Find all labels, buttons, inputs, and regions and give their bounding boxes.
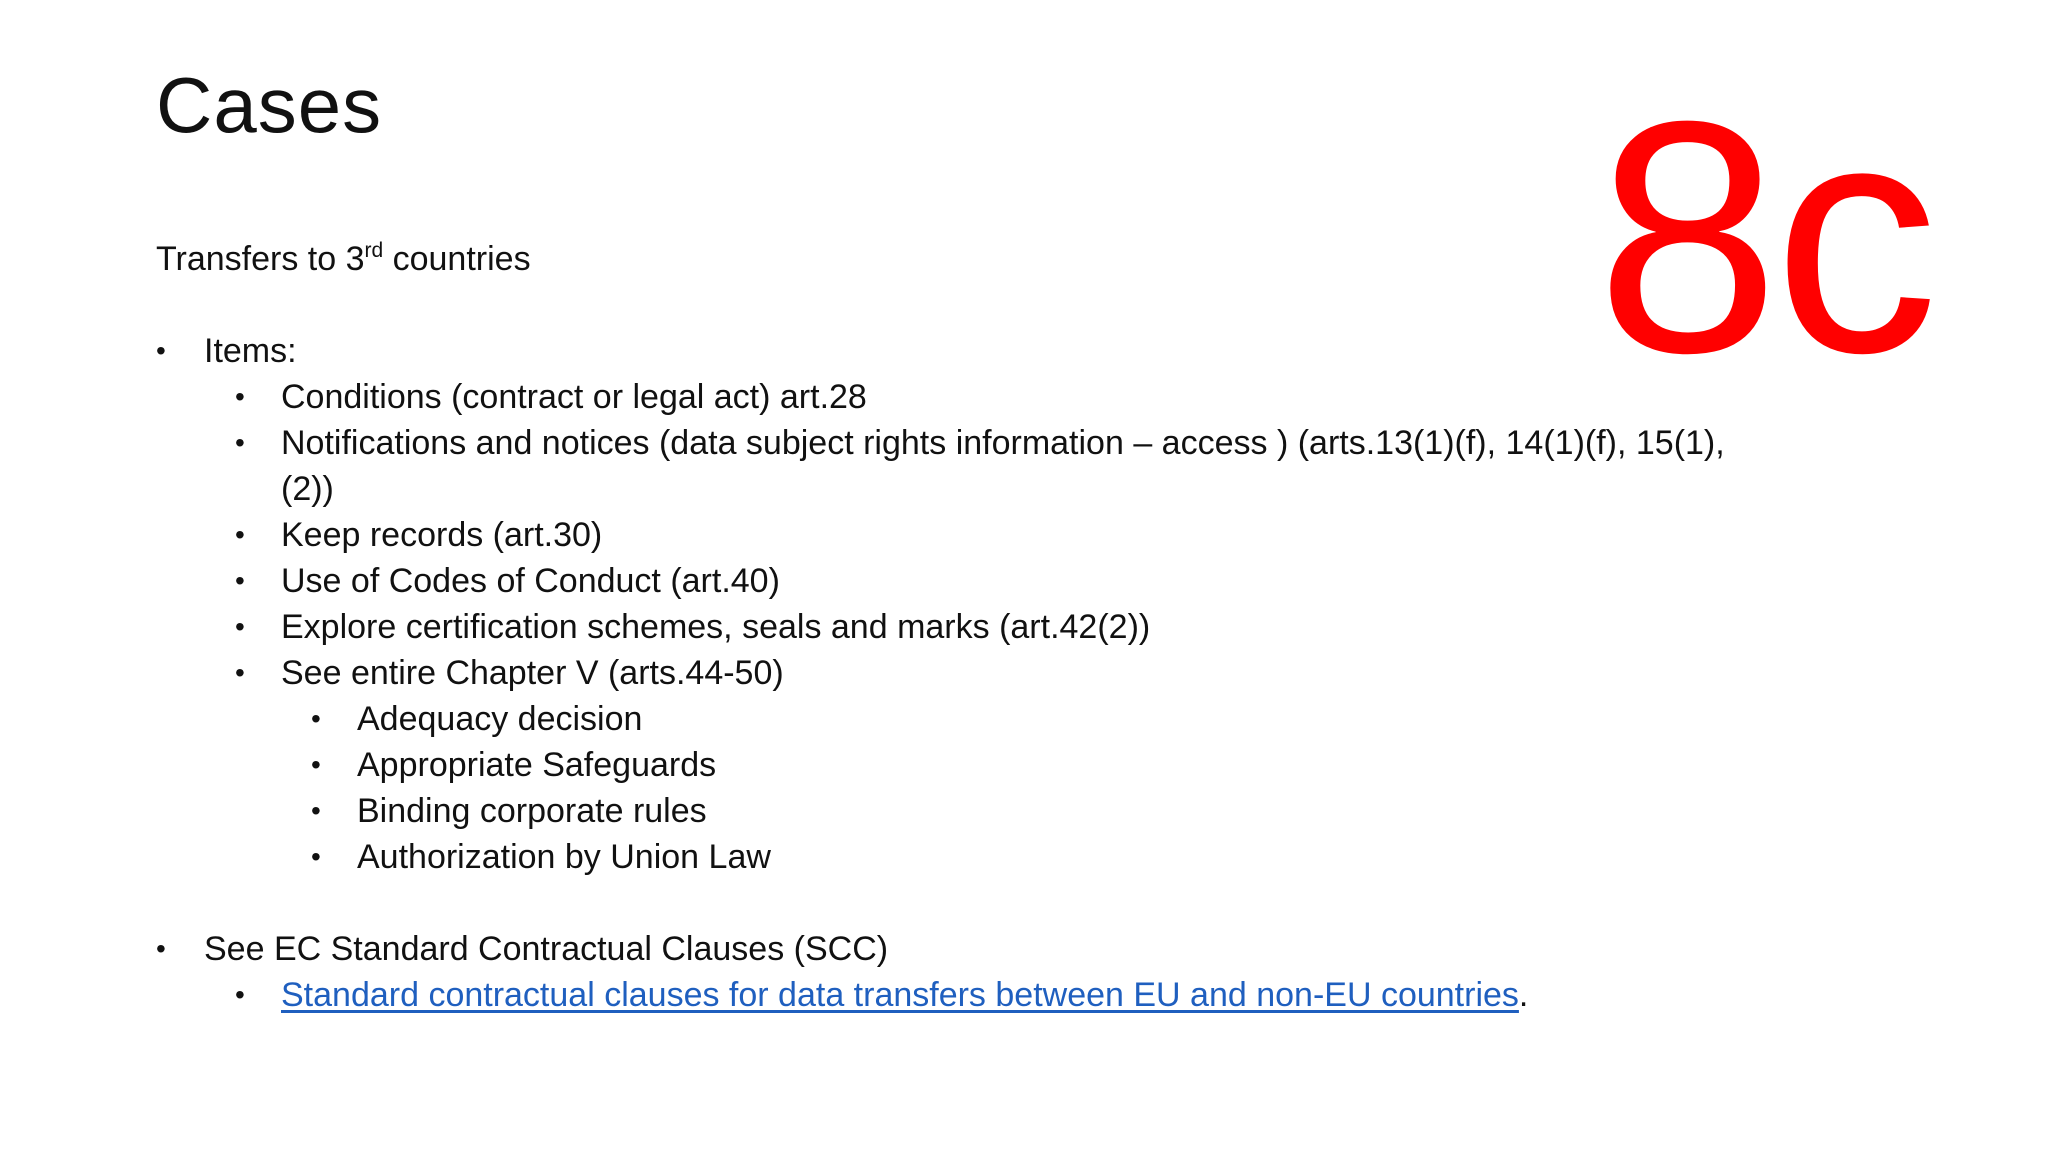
list-item-items [156, 328, 1756, 880]
bullet-icon: • [235, 381, 245, 412]
list-item [233, 558, 1756, 604]
list-item-label: See entire Chapter V (arts.44-50) [281, 654, 784, 692]
chapter-v-list [309, 696, 1756, 880]
scc-link[interactable]: Standard contractual clauses for data transfers between EU and non-EU countries [281, 976, 1519, 1014]
bullet-icon: • [156, 335, 166, 366]
list-item [309, 742, 1756, 788]
list-item-label: Conditions (contract or legal act) art.28 [281, 378, 867, 416]
list-item [233, 512, 1756, 558]
sub-bullet-list [233, 374, 1756, 880]
list-item-chapter-v [233, 650, 1756, 880]
list-item [233, 420, 1756, 512]
list-item-label: Appropriate Safeguards [357, 746, 717, 784]
list-item [233, 972, 1756, 1018]
list-item-label: Adequacy decision [357, 700, 643, 738]
bullet-list [156, 328, 1756, 1018]
bullet-icon: • [235, 979, 245, 1010]
bullet-icon: • [311, 795, 321, 826]
slide-body [156, 328, 1756, 1018]
list-item-label: Binding corporate rules [357, 792, 707, 830]
list-item [309, 788, 1756, 834]
spacer [156, 880, 1756, 926]
list-item [309, 834, 1756, 880]
list-item-label: Use of Codes of Conduct (art.40) [281, 562, 780, 600]
subtitle-superscript: rd [364, 239, 384, 262]
list-item [309, 696, 1756, 742]
list-item-label: See EC Standard Contractual Clauses (SCC) [204, 930, 889, 968]
list-item-label: Notifications and notices (data subject rights information – access ) (arts.13(1)(f), 14(1)(f), 15(1), (2)) [281, 424, 1725, 508]
list-item-label: Keep records (art.30) [281, 516, 603, 554]
slide-number-label: 8c [1596, 52, 1933, 421]
bullet-icon: • [311, 703, 321, 734]
bullet-icon: • [156, 933, 166, 964]
bullet-icon: • [311, 749, 321, 780]
list-item [233, 374, 1756, 420]
list-item-scc [156, 926, 1756, 1018]
list-item-label: Items: [204, 332, 297, 370]
subtitle-text-end: countries [383, 240, 531, 278]
list-item [233, 604, 1756, 650]
link-suffix: . [1518, 976, 1529, 1014]
sub-bullet-list [233, 972, 1756, 1018]
bullet-icon: • [235, 657, 245, 688]
slide-title: Cases [156, 61, 383, 149]
slide-subtitle [156, 236, 531, 282]
list-item-label: Explore certification schemes, seals and marks (art.42(2)) [281, 608, 1151, 646]
bullet-icon: • [235, 611, 245, 642]
bullet-icon: • [235, 565, 245, 596]
bullet-icon: • [235, 427, 245, 458]
bullet-icon: • [311, 841, 321, 872]
subtitle-text: Transfers to 3 [156, 240, 365, 278]
list-item-label: Authorization by Union Law [357, 838, 771, 876]
bullet-icon: • [235, 519, 245, 550]
